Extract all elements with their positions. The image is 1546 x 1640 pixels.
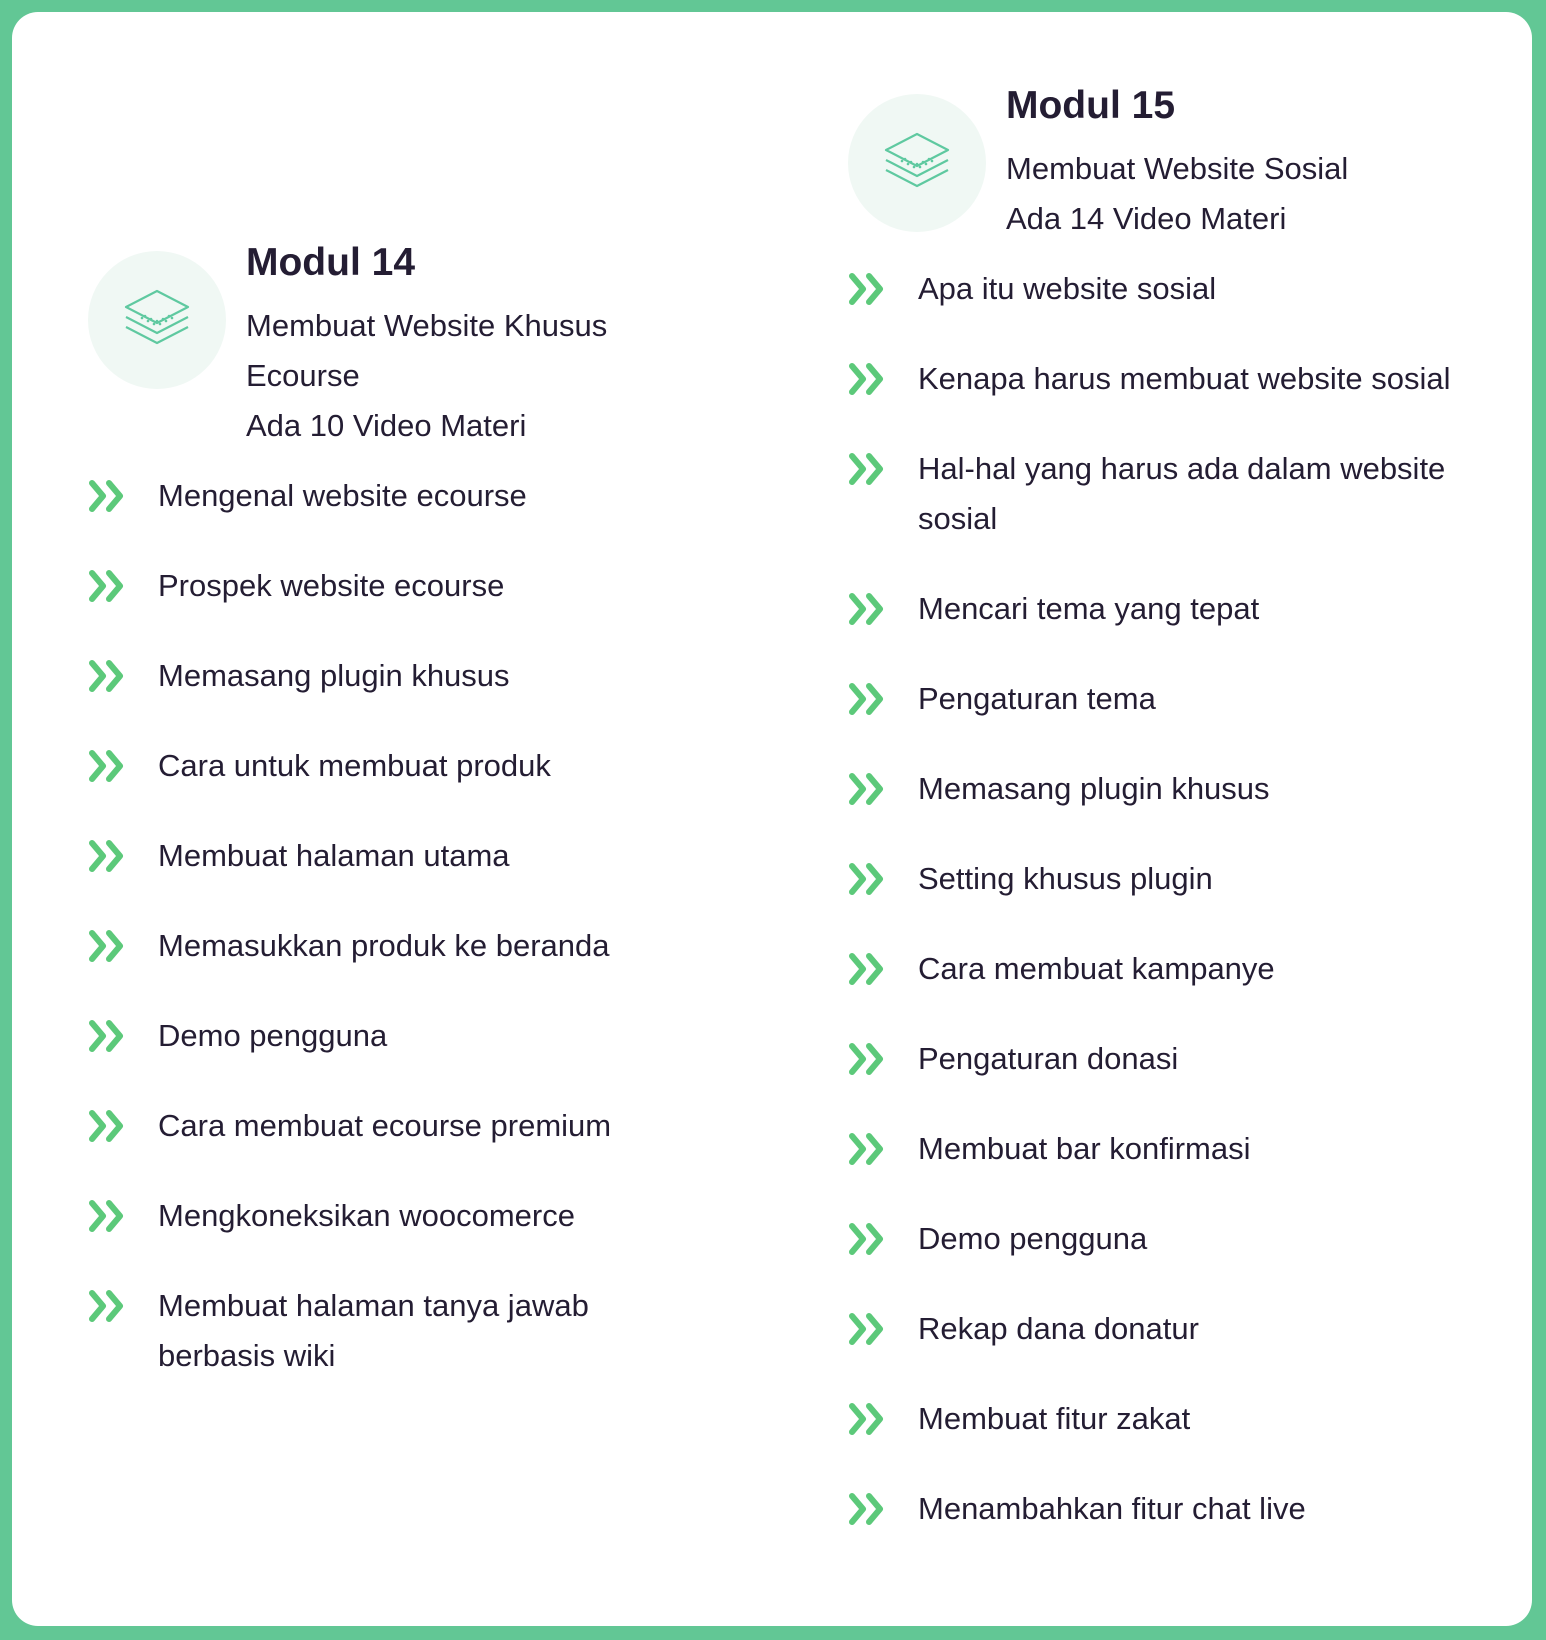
list-item	[76, 831, 668, 881]
double-chevron-right-icon	[848, 1043, 888, 1075]
double-chevron-right-icon	[848, 773, 888, 805]
layers-icon	[88, 251, 226, 389]
list-item	[836, 1124, 1478, 1174]
list-item	[836, 1304, 1478, 1354]
list-item	[836, 264, 1478, 314]
double-chevron-right-icon	[848, 1313, 888, 1345]
double-chevron-right-icon	[848, 683, 888, 715]
double-chevron-right-icon	[88, 570, 128, 602]
list-item-label: Cara membuat kampanye	[918, 951, 1275, 986]
module-video-count: Ada 14 Video Materi	[1006, 201, 1287, 236]
double-chevron-right-icon	[848, 1493, 888, 1525]
list-item-label: Cara membuat ecourse premium	[158, 1108, 612, 1143]
list-item	[76, 921, 668, 971]
double-chevron-right-icon	[848, 273, 888, 305]
list-item	[836, 1484, 1478, 1534]
list-item	[76, 1281, 668, 1381]
list-item-label: Prospek website ecourse	[158, 568, 505, 603]
double-chevron-right-icon	[848, 453, 888, 485]
double-chevron-right-icon	[88, 1200, 128, 1232]
list-item-label: Membuat halaman tanya jawab berbasis wiki	[158, 1288, 589, 1373]
list-item-label: Menambahkan fitur chat live	[918, 1491, 1306, 1526]
topic-list	[836, 264, 1496, 1534]
double-chevron-right-icon	[848, 1133, 888, 1165]
module-description: Membuat Website Khusus Ecourse	[246, 308, 608, 393]
double-chevron-right-icon	[88, 1020, 128, 1052]
list-item	[836, 354, 1478, 404]
list-item-label: Rekap dana donatur	[918, 1311, 1199, 1346]
list-item-label: Cara untuk membuat produk	[158, 748, 551, 783]
list-item-label: Demo pengguna	[158, 1018, 388, 1053]
topic-list	[76, 471, 716, 1381]
list-item	[836, 1214, 1478, 1264]
double-chevron-right-icon	[848, 363, 888, 395]
double-chevron-right-icon	[88, 660, 128, 692]
list-item-label: Demo pengguna	[918, 1221, 1148, 1256]
module-description: Membuat Website Sosial	[1006, 151, 1349, 186]
double-chevron-right-icon	[88, 480, 128, 512]
list-item-label: Memasang plugin khusus	[918, 771, 1270, 806]
module-title: Modul 14	[246, 241, 416, 284]
module-15	[836, 76, 1496, 1574]
list-item	[836, 584, 1478, 634]
module-header	[836, 82, 1496, 244]
list-item-label: Pengaturan donasi	[918, 1041, 1179, 1076]
double-chevron-right-icon	[848, 1223, 888, 1255]
list-item	[836, 1034, 1478, 1084]
list-item	[76, 561, 668, 611]
list-item-label: Mengkoneksikan woocomerce	[158, 1198, 575, 1233]
list-item-label: Kenapa harus membuat website sosial	[918, 361, 1451, 396]
double-chevron-right-icon	[848, 863, 888, 895]
double-chevron-right-icon	[848, 953, 888, 985]
double-chevron-right-icon	[848, 593, 888, 625]
list-item-label: Memasukkan produk ke beranda	[158, 928, 610, 963]
list-item	[836, 674, 1478, 724]
list-item-label: Mengenal website ecourse	[158, 478, 527, 513]
list-item-label: Apa itu website sosial	[918, 271, 1217, 306]
list-item-label: Mencari tema yang tepat	[918, 591, 1260, 626]
list-item-label: Membuat halaman utama	[158, 838, 510, 873]
layers-icon	[848, 94, 986, 232]
double-chevron-right-icon	[88, 840, 128, 872]
list-item-label: Membuat bar konfirmasi	[918, 1131, 1251, 1166]
list-item	[836, 444, 1478, 544]
list-item-label: Setting khusus plugin	[918, 861, 1213, 896]
list-item	[76, 1101, 668, 1151]
module-14	[76, 233, 716, 1421]
module-header	[76, 239, 716, 451]
list-item-label: Memasang plugin khusus	[158, 658, 510, 693]
double-chevron-right-icon	[88, 1110, 128, 1142]
list-item-label: Membuat fitur zakat	[918, 1401, 1191, 1436]
list-item	[836, 944, 1478, 994]
module-title: Modul 15	[1006, 84, 1176, 127]
double-chevron-right-icon	[848, 1403, 888, 1435]
double-chevron-right-icon	[88, 1290, 128, 1322]
list-item	[76, 651, 668, 701]
list-item	[76, 1011, 668, 1061]
list-item	[76, 471, 668, 521]
double-chevron-right-icon	[88, 930, 128, 962]
list-item	[836, 764, 1478, 814]
list-item-label: Pengaturan tema	[918, 681, 1156, 716]
list-item	[836, 1394, 1478, 1444]
list-item	[836, 854, 1478, 904]
module-subtitle	[1006, 144, 1486, 244]
list-item	[76, 1191, 668, 1241]
content-card	[12, 12, 1532, 1626]
list-item-label: Hal-hal yang harus ada dalam website sosial	[918, 451, 1446, 536]
module-subtitle	[246, 301, 646, 451]
module-video-count: Ada 10 Video Materi	[246, 408, 527, 443]
list-item	[76, 741, 668, 791]
double-chevron-right-icon	[88, 750, 128, 782]
